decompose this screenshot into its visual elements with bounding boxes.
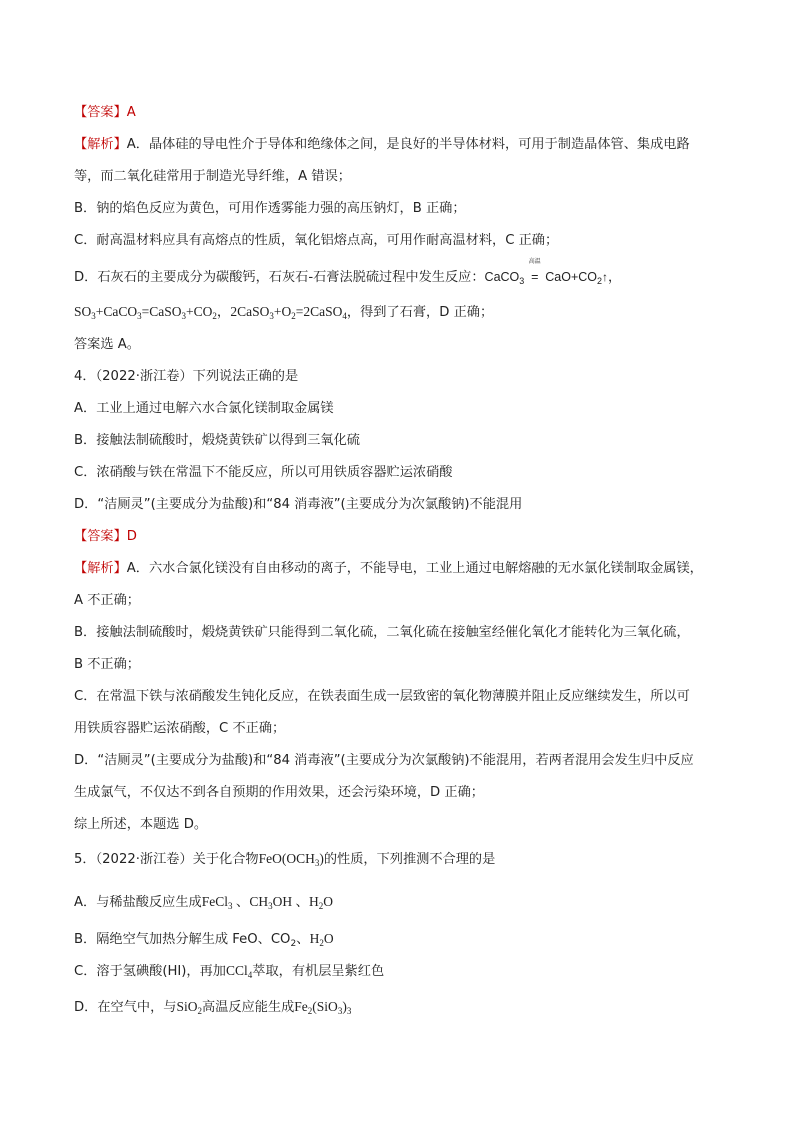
q4-option-a: A．工业上通过电解六水合氯化镁制取金属镁 xyxy=(74,401,334,416)
q3-analysis-d-line2: $SO_3+CaCO_3=CaSO_3+CO_2$，$2CaSO_3+O_2=2CaSO_4$，得到了石膏，D 正确； xyxy=(74,304,494,321)
q3-final: 答案选 A。 xyxy=(74,337,140,352)
q4-analysis-a-line1: 【解析】A．六水合氯化镁没有自由移动的离子，不能导电，工业上通过电解熔融的无水氯化镁制取金属镁， xyxy=(74,561,703,576)
q5-option-b: B．隔绝空气加热分解生成 FeO、$CO_2$、$H_2O$ xyxy=(74,931,334,949)
formula-ccl4: CCl$_4$ xyxy=(226,963,253,980)
q4-analysis-c-line1: C．在常温下铁与浓硝酸发生钝化反应，在铁表面生成一层致密的氧化物薄膜并阻止反应继续发生，所以可 xyxy=(74,689,690,704)
formula-fe2sio33: $Fe_2(SiO_3)_3$ xyxy=(294,999,352,1016)
q4-analysis-a-line2: A 不正确； xyxy=(74,593,140,608)
q4-analysis-c-line2: 用铁质容器贮运浓硝酸，C 不正确； xyxy=(74,721,286,736)
q3-analysis-a-line2: 等，而二氧化硅常用于制造光导纤维，A 错误； xyxy=(74,169,351,184)
q4-analysis-b-line2: B 不正确； xyxy=(74,657,140,672)
reaction-equations: $SO_3+CaCO_3=CaSO_3+CO_2$，$2CaSO_3+O_2=2CaSO_4$ xyxy=(74,304,347,321)
answer-tag: 【答案】 xyxy=(74,105,127,120)
q4-final: 综上所述，本题选 D。 xyxy=(74,817,208,832)
q4-analysis-b-line1: B．接触法制硫酸时，煅烧黄铁矿只能得到二氧化硫，二氧化硫在接触室经催化氧化才能转化为三氧化硫， xyxy=(74,625,690,640)
formula-feoch3: $FeO(OCH_3)$ xyxy=(258,851,324,868)
analysis-tag: 【解析】 xyxy=(74,137,127,152)
analysis-tag: 【解析】 xyxy=(74,561,127,576)
q5-stem: 5．（2022·浙江卷）关于化合物$FeO(OCH_3)$的性质，下列推测不合理的是 xyxy=(74,851,496,868)
q3-analysis-d-line1: D．石灰石的主要成分为碳酸钙，石灰石-石膏法脱硫过程中发生反应：CaCO$_3$ 高温 = $CaO+CO_2↑$， xyxy=(74,259,622,286)
q4-analysis-d-line2: 生成氯气，不仅达不到各自预期的作用效果，还会污染环境，D 正确； xyxy=(74,785,484,800)
q5-option-c: C．溶于氢碘酸(HI)，再加CCl$_4$萃取，有机层呈紫红色 xyxy=(74,963,385,980)
q5-option-d: D．在空气中，与SiO$_2$高温反应能生成$Fe_2(SiO_3)_3$ xyxy=(74,999,352,1016)
q3-analysis-a-line1: 【解析】A．晶体硅的导电性介于导体和绝缘体之间，是良好的半导体材料，可用于制造晶体管、集成电路 xyxy=(74,137,690,152)
q5-option-a: A．与稀盐酸反应生成FeCl$_3$ 、$CH_3OH$ 、$H_2O$ xyxy=(74,894,333,911)
option-b-tail: 、$H_2O$ xyxy=(296,931,334,948)
q4-stem: 4．（2022·浙江卷）下列说法正确的是 xyxy=(74,369,299,384)
answer-tag: 【答案】 xyxy=(74,529,127,544)
option-a-products: FeCl$_3$ 、$CH_3OH$ 、$H_2O$ xyxy=(201,894,333,911)
q3-analysis-c: C．耐高温材料应具有高熔点的性质，氧化铝熔点高，可用作耐高温材料，C 正确； xyxy=(74,233,559,248)
q4-option-b: B．接触法制硫酸时，煅烧黄铁矿以得到三氧化硫 xyxy=(74,433,360,448)
q4-analysis-d-line1: D．“洁厕灵”(主要成分为盐酸)和“84 消毒液”(主要成分为次氯酸钠)不能混用，若两者混用会发生归中反应 xyxy=(74,753,694,768)
reaction-equation: CaCO$_3$ 高温 = $CaO+CO_2↑$ xyxy=(484,259,609,286)
q3-answer-line xyxy=(74,104,734,122)
q3-analysis-b: B．钠的焰色反应为黄色，可用作透雾能力强的高压钠灯，B 正确； xyxy=(74,201,466,216)
answer-value: A xyxy=(126,105,136,120)
q4-answer-line xyxy=(74,528,734,546)
q4-option-d: D．“洁厕灵”(主要成分为盐酸)和“84 消毒液”(主要成分为次氯酸钠)不能混用 xyxy=(74,497,523,512)
answer-value: D xyxy=(126,529,137,544)
q4-option-c: C．浓硝酸与铁在常温下不能反应，所以可用铁质容器贮运浓硝酸 xyxy=(74,465,453,480)
condition-label: 高温 xyxy=(528,259,541,265)
formula-sio2: SiO$_2$ xyxy=(176,999,202,1016)
